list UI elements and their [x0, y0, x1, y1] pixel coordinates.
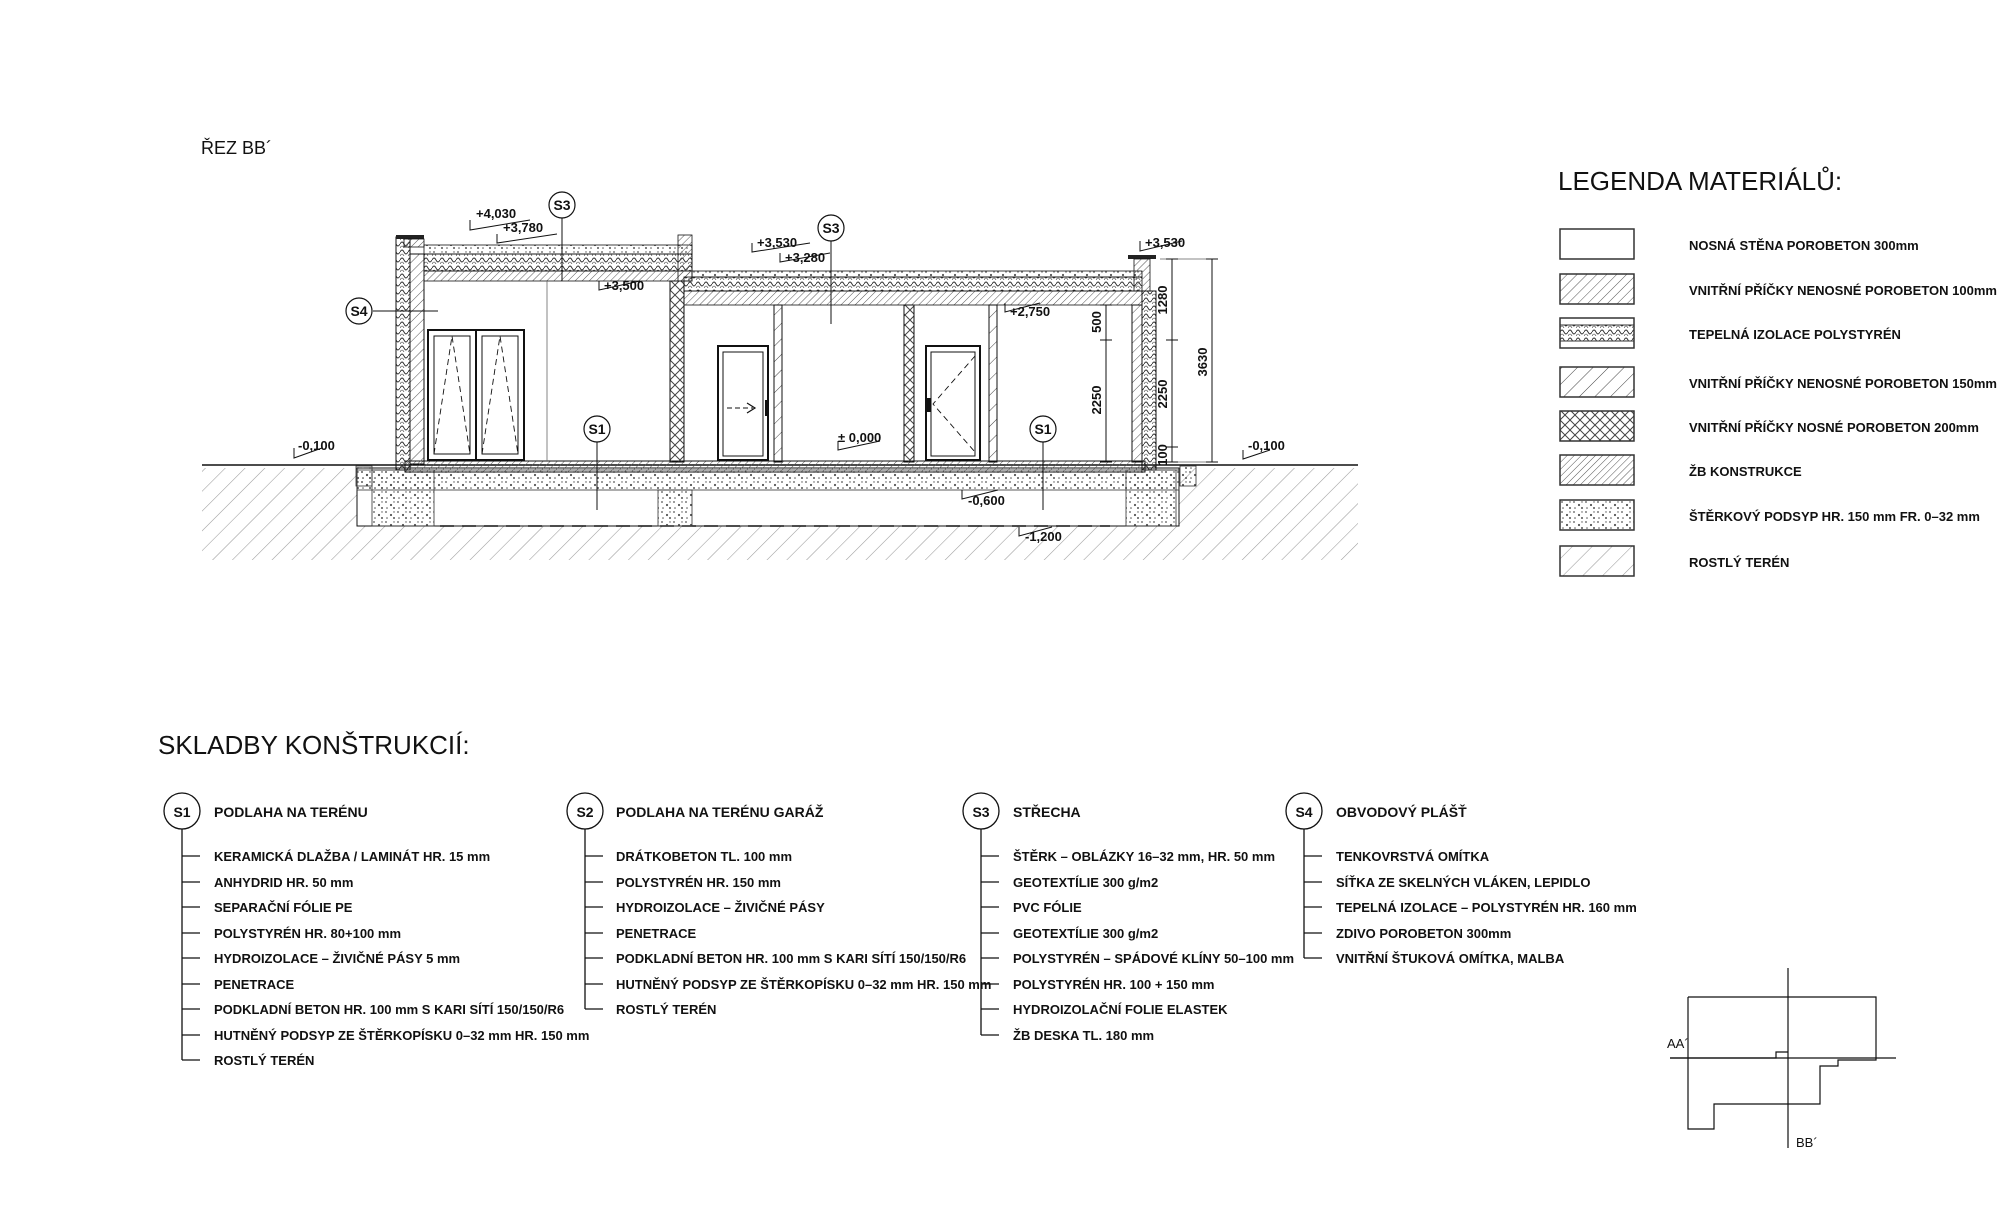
- window-double: [428, 330, 524, 460]
- composition-layer: PODKLADNÍ BETON HR. 100 mm S KARI SÍTÍ 150/150/R6: [616, 951, 967, 966]
- composition-layer: ROSTLÝ TERÉN: [616, 1002, 717, 1017]
- level-2750: +2,750: [1010, 304, 1051, 319]
- dim-2250-a: 2250: [1089, 385, 1104, 415]
- composition-tag: S1: [173, 804, 191, 820]
- composition-layer: PODKLADNÍ BETON HR. 100 mm S KARI SÍTÍ 150/150/R6: [214, 1002, 565, 1017]
- key-plan-aa-label: AA´: [1667, 1036, 1689, 1051]
- legend-title: LEGENDA MATERIÁLŮ:: [1558, 166, 1843, 196]
- composition-layer: VNITŘNÍ ŠTUKOVÁ OMÍTKA, MALBA: [1336, 951, 1565, 966]
- level-1200: -1,200: [1025, 529, 1062, 544]
- composition-layer: ZDIVO POROBETON 300mm: [1336, 926, 1512, 941]
- high-roof-parapet: [678, 235, 692, 281]
- footing-middle: [658, 490, 692, 526]
- high-roof-gravel: [424, 245, 692, 254]
- composition-layer: POLYSTYRÉN – SPÁDOVÉ KLÍNY 50–100 mm: [1013, 951, 1295, 966]
- key-plan: [1670, 968, 1896, 1148]
- composition-layer: GEOTEXTÍLIE 300 g/m2: [1013, 875, 1159, 890]
- composition-layer: POLYSTYRÉN HR. 100 + 150 mm: [1013, 977, 1215, 992]
- tag-s1-right-label: S1: [1034, 421, 1052, 437]
- dim-2250-b: 2250: [1155, 379, 1170, 409]
- level-4030: +4,030: [476, 206, 517, 221]
- dim-500: 500: [1089, 311, 1104, 333]
- right-parapet: [1134, 259, 1150, 291]
- composition-title: PODLAHA NA TERÉNU: [214, 804, 368, 820]
- gravel-bed: [357, 470, 1179, 490]
- legend-swatch-gravel: [1560, 500, 1634, 530]
- section-bb-drawing: [202, 218, 1358, 560]
- legend-swatch-insulation-band: [1560, 325, 1634, 341]
- composition-layer: PENETRACE: [214, 977, 295, 992]
- level-0100-right: -0,100: [1248, 438, 1285, 453]
- floor-slab: [405, 461, 1145, 472]
- tag-s1-right: [1030, 416, 1056, 442]
- composition-layer: HYDROIZOLAČNÍ FOLIE ELASTEK: [1013, 1002, 1228, 1017]
- legend-swatch-partition-150: [1560, 367, 1634, 397]
- composition-s4: [1286, 793, 1637, 966]
- plinth-right: [1180, 466, 1196, 486]
- high-roof-insulation: [424, 254, 692, 271]
- level-0600: -0,600: [968, 493, 1005, 508]
- composition-tag: S3: [972, 804, 990, 820]
- legend-label: VNITŘNÍ PŘÍČKY NOSNÉ POROBETON 200mm: [1689, 420, 1979, 435]
- low-roof-insulation: [684, 277, 1142, 291]
- section-title: ŘEZ BB´: [201, 138, 273, 158]
- partition-2: [904, 305, 914, 462]
- composition-layer: TEPELNÁ IZOLACE – POLYSTYRÉN HR. 160 mm: [1336, 900, 1637, 915]
- composition-title: OBVODOVÝ PLÁŠŤ: [1336, 804, 1467, 820]
- legend-label: ROSTLÝ TERÉN: [1689, 555, 1790, 570]
- composition-layer: SEPARAČNÍ FÓLIE PE: [214, 900, 353, 915]
- composition-tag: S4: [1295, 804, 1313, 820]
- composition-s1: [164, 793, 589, 1068]
- legend-swatch-bearing-wall: [1560, 229, 1634, 259]
- footing-left: [372, 470, 434, 526]
- composition-layer: PVC FÓLIE: [1013, 900, 1082, 915]
- right-wall-insulation: [1142, 291, 1156, 470]
- legend-swatch-terrain: [1560, 546, 1634, 576]
- legend-swatch-partition-200: [1560, 411, 1634, 441]
- tag-s1-left-label: S1: [588, 421, 606, 437]
- tag-s1-left: [584, 416, 610, 442]
- composition-layer: SÍŤKA ZE SKELNÝCH VLÁKEN, LEPIDLO: [1336, 875, 1591, 890]
- composition-title: STŘECHA: [1013, 804, 1081, 820]
- composition-layer: POLYSTYRÉN HR. 150 mm: [616, 875, 781, 890]
- door-2: [926, 346, 980, 460]
- tag-s3-left-label: S3: [553, 197, 571, 213]
- composition-layer: DRÁTKOBETON TL. 100 mm: [616, 849, 793, 864]
- level-3530-right: +3,530: [1145, 235, 1186, 250]
- composition-s3: [963, 793, 1294, 1043]
- composition-layer: ŠTĚRK – OBLÁZKY 16–32 mm, HR. 50 mm: [1013, 849, 1276, 864]
- level-0000: ± 0,000: [838, 430, 882, 445]
- composition-layer: HYDROIZOLACE – ŽIVIČNÉ PÁSY: [616, 900, 825, 915]
- composition-layer: ANHYDRID HR. 50 mm: [214, 875, 354, 890]
- tag-s3-right: [818, 215, 844, 241]
- low-roof-gravel: [692, 271, 1142, 277]
- tag-s4: [346, 298, 372, 324]
- high-roof-slab: [424, 271, 692, 281]
- left-parapet: [404, 239, 424, 247]
- legend-swatch-partition-100: [1560, 274, 1634, 304]
- composition-layer: HUTNĚNÝ PODSYP ZE ŠTĚRKOPÍSKU 0–32 mm HR. 150 mm: [214, 1028, 590, 1043]
- legend-label: VNITŘNÍ PŘÍČKY NENOSNÉ POROBETON 100mm: [1689, 283, 1997, 298]
- composition-layer: KERAMICKÁ DLAŽBA / LAMINÁT HR. 15 mm: [214, 849, 491, 864]
- level-3500: +3,500: [604, 278, 645, 293]
- composition-layer: HYDROIZOLACE – ŽIVIČNÉ PÁSY 5 mm: [214, 951, 461, 966]
- level-3280: +3,280: [785, 250, 826, 265]
- composition-layer: TENKOVRSTVÁ OMÍTKA: [1336, 849, 1490, 864]
- dim-1280: 1280: [1155, 285, 1170, 315]
- right-parapet-cap: [1128, 255, 1156, 259]
- tag-s3-left: [549, 192, 575, 218]
- footing-right: [1126, 470, 1176, 526]
- level-0100-left: -0,100: [298, 438, 335, 453]
- composition-layer: ŽB DESKA TL. 180 mm: [1013, 1028, 1155, 1043]
- partition-1: [774, 305, 782, 462]
- legend-label: VNITŘNÍ PŘÍČKY NENOSNÉ POROBETON 150mm: [1689, 376, 1997, 391]
- partition-3: [989, 305, 997, 462]
- dim-100: 100: [1155, 444, 1170, 466]
- composition-s2: [567, 793, 991, 1017]
- legend-swatch-concrete: [1560, 455, 1634, 485]
- legend-swatches: [1560, 229, 1634, 576]
- composition-layer: PENETRACE: [616, 926, 697, 941]
- legend-label: ŽB KONSTRUKCE: [1689, 464, 1802, 479]
- low-roof-slab: [684, 291, 1142, 305]
- compositions-title: SKLADBY KONŠTRUKCIÍ:: [158, 730, 470, 760]
- step-wall: [670, 281, 684, 462]
- door-1: [718, 346, 769, 460]
- composition-layer: ROSTLÝ TERÉN: [214, 1053, 315, 1068]
- composition-title: PODLAHA NA TERÉNU GARÁŽ: [616, 804, 824, 820]
- composition-layer: HUTNĚNÝ PODSYP ZE ŠTĚRKOPÍSKU 0–32 mm HR. 150 mm: [616, 977, 992, 992]
- legend-label: TEPELNÁ IZOLACE POLYSTYRÉN: [1689, 327, 1901, 342]
- plinth-left: [356, 466, 372, 486]
- left-wall-insulation: [396, 237, 410, 470]
- key-plan-bb-label: BB´: [1796, 1135, 1818, 1150]
- left-parapet-cap: [396, 235, 424, 239]
- left-wall: [410, 254, 424, 464]
- level-3780: +3,780: [503, 220, 544, 235]
- tag-s4-label: S4: [350, 303, 368, 319]
- right-wall: [1132, 305, 1142, 462]
- legend-label: NOSNÁ STĚNA POROBETON 300mm: [1689, 238, 1919, 253]
- composition-tag: S2: [576, 804, 594, 820]
- dim-3630: 3630: [1195, 347, 1210, 377]
- composition-layer: GEOTEXTÍLIE 300 g/m2: [1013, 926, 1159, 941]
- legend-label: ŠTĚRKOVÝ PODSYP HR. 150 mm FR. 0–32 mm: [1689, 509, 1980, 524]
- composition-layer: POLYSTYRÉN HR. 80+100 mm: [214, 926, 402, 941]
- level-3530-left: +3,530: [757, 235, 798, 250]
- tag-s3-right-label: S3: [822, 220, 840, 236]
